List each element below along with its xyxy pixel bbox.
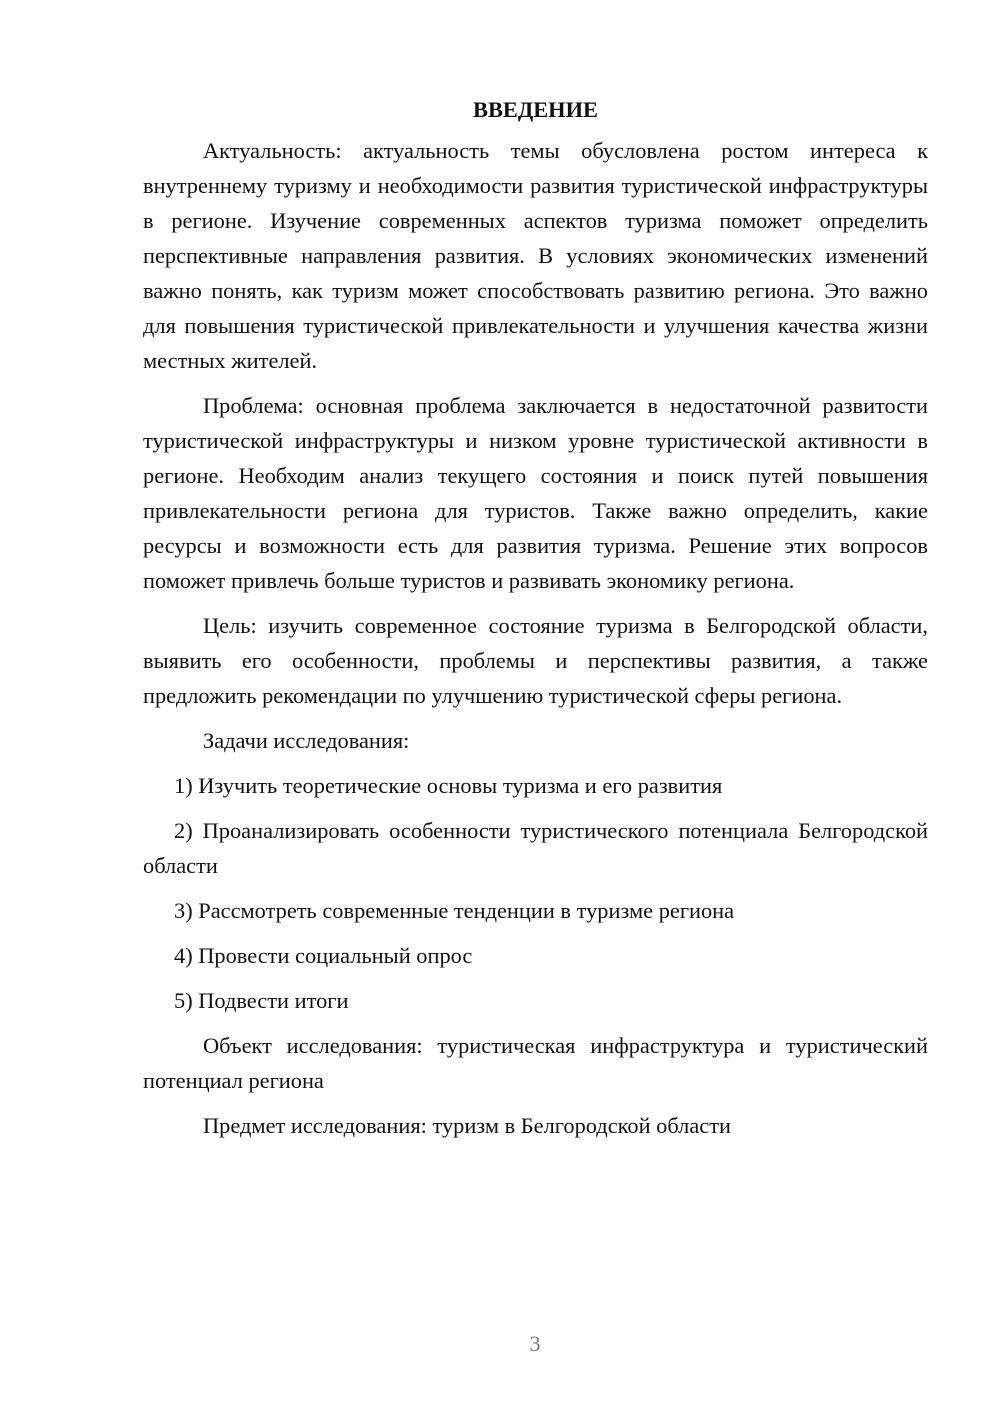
- page-number: 3: [529, 1331, 541, 1356]
- object-paragraph: Объект исследования: туристическая инфраструктура и туристический потенциал региона: [143, 1033, 928, 1093]
- task-item-2: 2) Проанализировать особенности туристического потенциала Белгородской области: [143, 818, 928, 878]
- tasks-heading: Задачи исследования:: [203, 728, 410, 753]
- relevance-paragraph: Актуальность: актуальность темы обусловлена ростом интереса к внутреннему туризму и необходимости развития туристической инфраструктуры в регионе. Изучение современных аспектов туризма поможет определить перспективные направления развития. В условиях экономических изменений важно понять, как туризм может способствовать развитию региона. Это важно для повышения туристической привлекательности и улучшения качества жизни местных жителей.: [143, 138, 928, 373]
- problem-paragraph: Проблема: основная проблема заключается в недостаточной развитости туристической инфраструктуры и низком уровне туристической активности в регионе. Необходим анализ текущего состояния и поиск путей повышения привлекательности региона для туристов. Также важно определить, какие ресурсы и возможности есть для развития туризма. Решение этих вопросов поможет привлечь больше туристов и развивать экономику региона.: [143, 393, 928, 593]
- section-heading: ВВЕДЕНИЕ: [473, 97, 598, 122]
- task-item-1: 1) Изучить теоретические основы туризма и его развития: [174, 773, 723, 798]
- task-item-5: 5) Подвести итоги: [174, 988, 349, 1013]
- task-item-3: 3) Рассмотреть современные тенденции в туризме региона: [174, 898, 735, 923]
- document-page: [143, 92, 928, 1153]
- goal-paragraph: Цель: изучить современное состояние туризма в Белгородской области, выявить его особенности, проблемы и перспективы развития, а также предложить рекомендации по улучшению туристической сферы региона.: [143, 613, 928, 708]
- subject-paragraph: Предмет исследования: туризм в Белгородской области: [203, 1113, 732, 1138]
- task-item-4: 4) Провести социальный опрос: [174, 943, 473, 968]
